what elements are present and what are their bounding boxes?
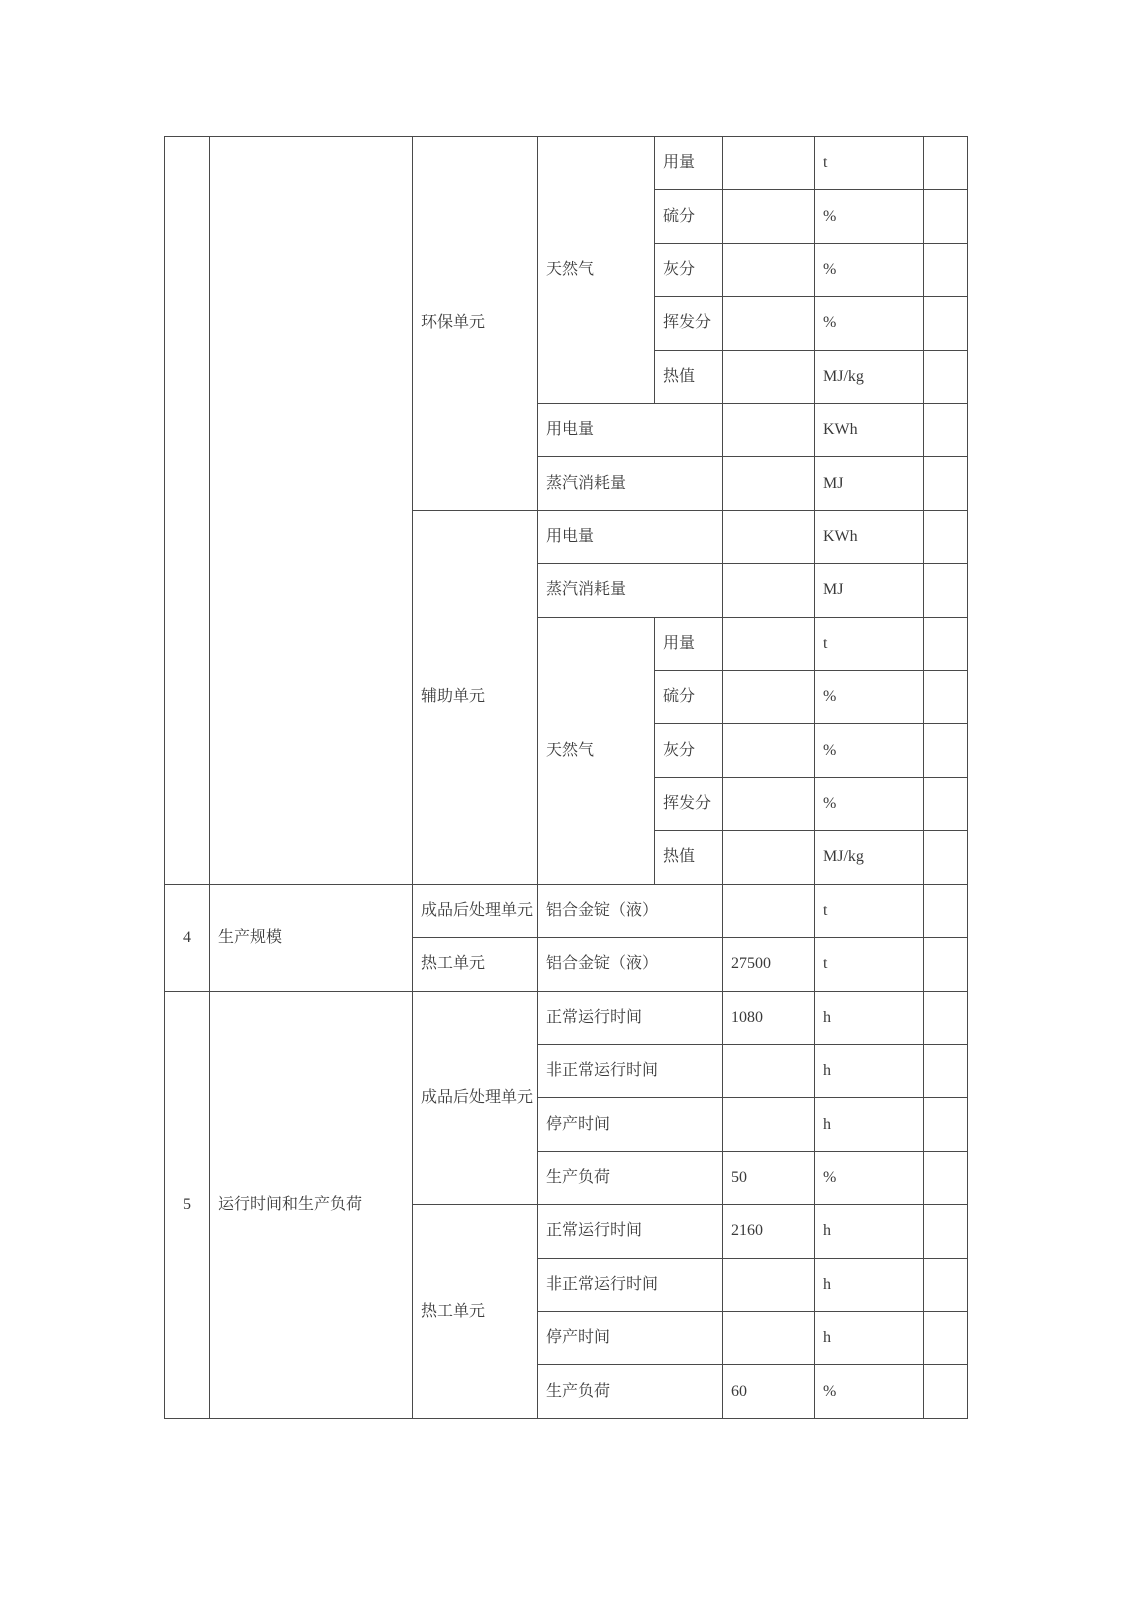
remark-cell <box>924 350 968 403</box>
uom-cell: % <box>815 297 924 350</box>
remark-cell <box>924 991 968 1044</box>
value-cell <box>723 1044 815 1097</box>
value-cell: 60 <box>723 1365 815 1419</box>
value-cell <box>723 404 815 457</box>
remark-cell <box>924 1098 968 1151</box>
item-cell: 天然气 <box>538 617 655 884</box>
subitem-cell: 用量 <box>655 617 723 670</box>
value-cell <box>723 1311 815 1364</box>
category-cell: 生产规模 <box>210 884 413 991</box>
item-cell: 正常运行时间 <box>538 1205 723 1258</box>
value-cell: 50 <box>723 1151 815 1204</box>
subitem-cell: 热值 <box>655 350 723 403</box>
remark-cell <box>924 777 968 830</box>
uom-cell: h <box>815 1044 924 1097</box>
remark-cell <box>924 243 968 296</box>
uom-cell: MJ/kg <box>815 350 924 403</box>
remark-cell <box>924 510 968 563</box>
uom-cell: h <box>815 1098 924 1151</box>
category-cell <box>210 137 413 885</box>
remark-cell <box>924 457 968 510</box>
serial-cell <box>165 137 210 885</box>
value-cell <box>723 510 815 563</box>
value-cell <box>723 777 815 830</box>
production-parameters-table <box>164 136 968 1419</box>
table-row <box>165 884 968 937</box>
remark-cell <box>924 1151 968 1204</box>
uom-cell: t <box>815 617 924 670</box>
value-cell <box>723 617 815 670</box>
subitem-cell: 硫分 <box>655 190 723 243</box>
subitem-cell: 硫分 <box>655 671 723 724</box>
uom-cell: % <box>815 1151 924 1204</box>
remark-cell <box>924 1365 968 1419</box>
value-cell <box>723 1258 815 1311</box>
table-row <box>165 991 968 1044</box>
remark-cell <box>924 564 968 617</box>
uom-cell: MJ <box>815 564 924 617</box>
subitem-cell: 挥发分 <box>655 297 723 350</box>
remark-cell <box>924 404 968 457</box>
uom-cell: MJ/kg <box>815 831 924 884</box>
item-cell: 停产时间 <box>538 1098 723 1151</box>
value-cell <box>723 724 815 777</box>
value-cell <box>723 350 815 403</box>
uom-cell: h <box>815 991 924 1044</box>
remark-cell <box>924 1258 968 1311</box>
remark-cell <box>924 1311 968 1364</box>
subitem-cell: 用量 <box>655 137 723 190</box>
remark-cell <box>924 671 968 724</box>
unit-cell: 辅助单元 <box>413 510 538 884</box>
item-cell: 蒸汽消耗量 <box>538 457 723 510</box>
value-cell <box>723 297 815 350</box>
item-cell: 停产时间 <box>538 1311 723 1364</box>
value-cell <box>723 137 815 190</box>
remark-cell <box>924 1205 968 1258</box>
value-cell <box>723 671 815 724</box>
uom-cell: % <box>815 1365 924 1419</box>
uom-cell: KWh <box>815 404 924 457</box>
subitem-cell: 灰分 <box>655 724 723 777</box>
uom-cell: t <box>815 137 924 190</box>
serial-cell: 4 <box>165 884 210 991</box>
unit-cell: 热工单元 <box>413 1205 538 1419</box>
uom-cell: KWh <box>815 510 924 563</box>
value-cell: 1080 <box>723 991 815 1044</box>
unit-cell: 成品后处理单元 <box>413 884 538 937</box>
uom-cell: % <box>815 777 924 830</box>
uom-cell: % <box>815 243 924 296</box>
remark-cell <box>924 724 968 777</box>
uom-cell: MJ <box>815 457 924 510</box>
remark-cell <box>924 884 968 937</box>
remark-cell <box>924 831 968 884</box>
value-cell: 2160 <box>723 1205 815 1258</box>
item-cell: 铝合金锭（液） <box>538 884 723 937</box>
item-cell: 生产负荷 <box>538 1151 723 1204</box>
category-cell: 运行时间和生产负荷 <box>210 991 413 1419</box>
value-cell <box>723 1098 815 1151</box>
item-cell: 铝合金锭（液） <box>538 938 723 991</box>
item-cell: 生产负荷 <box>538 1365 723 1419</box>
item-cell: 用电量 <box>538 404 723 457</box>
value-cell <box>723 831 815 884</box>
item-cell: 用电量 <box>538 510 723 563</box>
serial-cell: 5 <box>165 991 210 1419</box>
uom-cell: % <box>815 724 924 777</box>
uom-cell: h <box>815 1258 924 1311</box>
remark-cell <box>924 297 968 350</box>
item-cell: 正常运行时间 <box>538 991 723 1044</box>
value-cell <box>723 190 815 243</box>
subitem-cell: 挥发分 <box>655 777 723 830</box>
item-cell: 天然气 <box>538 137 655 404</box>
remark-cell <box>924 190 968 243</box>
unit-cell: 成品后处理单元 <box>413 991 538 1205</box>
uom-cell: h <box>815 1311 924 1364</box>
table-row <box>165 137 968 190</box>
uom-cell: % <box>815 190 924 243</box>
uom-cell: t <box>815 884 924 937</box>
value-cell <box>723 243 815 296</box>
item-cell: 非正常运行时间 <box>538 1258 723 1311</box>
item-cell: 非正常运行时间 <box>538 1044 723 1097</box>
value-cell: 27500 <box>723 938 815 991</box>
unit-cell: 热工单元 <box>413 938 538 991</box>
value-cell <box>723 457 815 510</box>
item-cell: 蒸汽消耗量 <box>538 564 723 617</box>
subitem-cell: 灰分 <box>655 243 723 296</box>
uom-cell: t <box>815 938 924 991</box>
remark-cell <box>924 617 968 670</box>
remark-cell <box>924 938 968 991</box>
remark-cell <box>924 1044 968 1097</box>
uom-cell: h <box>815 1205 924 1258</box>
value-cell <box>723 564 815 617</box>
value-cell <box>723 884 815 937</box>
unit-cell: 环保单元 <box>413 137 538 511</box>
subitem-cell: 热值 <box>655 831 723 884</box>
remark-cell <box>924 137 968 190</box>
uom-cell: % <box>815 671 924 724</box>
